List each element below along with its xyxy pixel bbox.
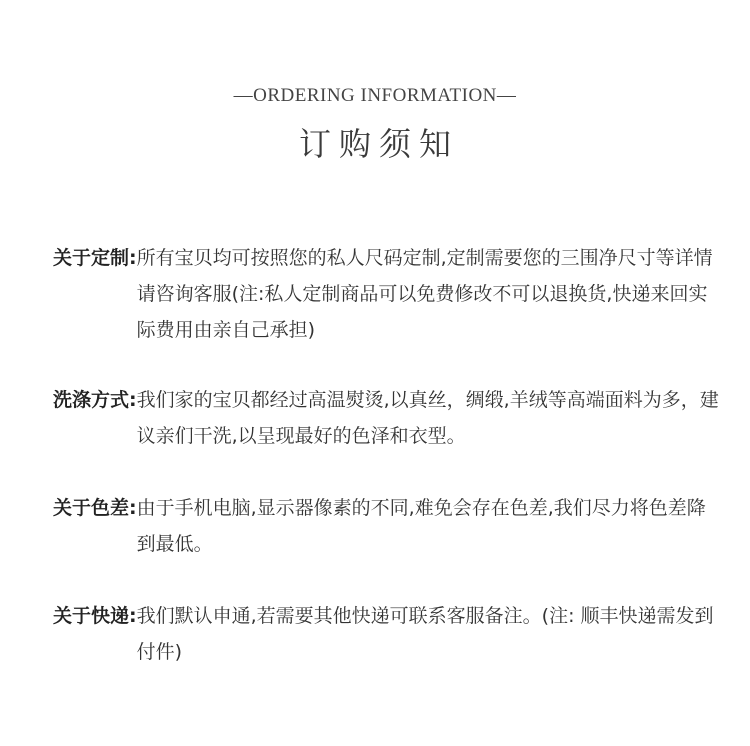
section-text: 所有宝贝均可按照您的私人尺码定制,定制需要您的三围净尺寸等详情请咨询客服(注:私人定制商品可以免费修改不可以退换货,快递来回实际费用由亲自己承担) <box>136 247 713 341</box>
section-label: 关于快递: <box>53 605 137 627</box>
section-label: 关于定制: <box>53 247 137 269</box>
page-header <box>0 84 750 164</box>
page-title: 订购须知 <box>298 125 459 163</box>
section-label: 关于色差: <box>53 497 137 519</box>
section-washing <box>53 382 723 454</box>
section-delivery <box>53 598 723 670</box>
page-subtitle: —ORDERING INFORMATION— <box>233 85 517 106</box>
section-customization <box>53 240 723 348</box>
info-sections <box>53 240 723 706</box>
section-text: 我们默认申通,若需要其他快递可联系客服备注。(注: 顺丰快递需发到付件) <box>136 605 714 663</box>
section-text: 由于手机电脑,显示器像素的不同,难免会存在色差,我们尽力将色差降到最低。 <box>136 497 706 555</box>
section-label: 洗涤方式: <box>53 389 137 411</box>
section-text: 我们家的宝贝都经过高温熨烫,以真丝，绸缎,羊绒等高端面料为多，建议亲们干洗,以呈现最好的色泽和衣型。 <box>136 389 719 447</box>
section-color-difference <box>53 490 723 562</box>
